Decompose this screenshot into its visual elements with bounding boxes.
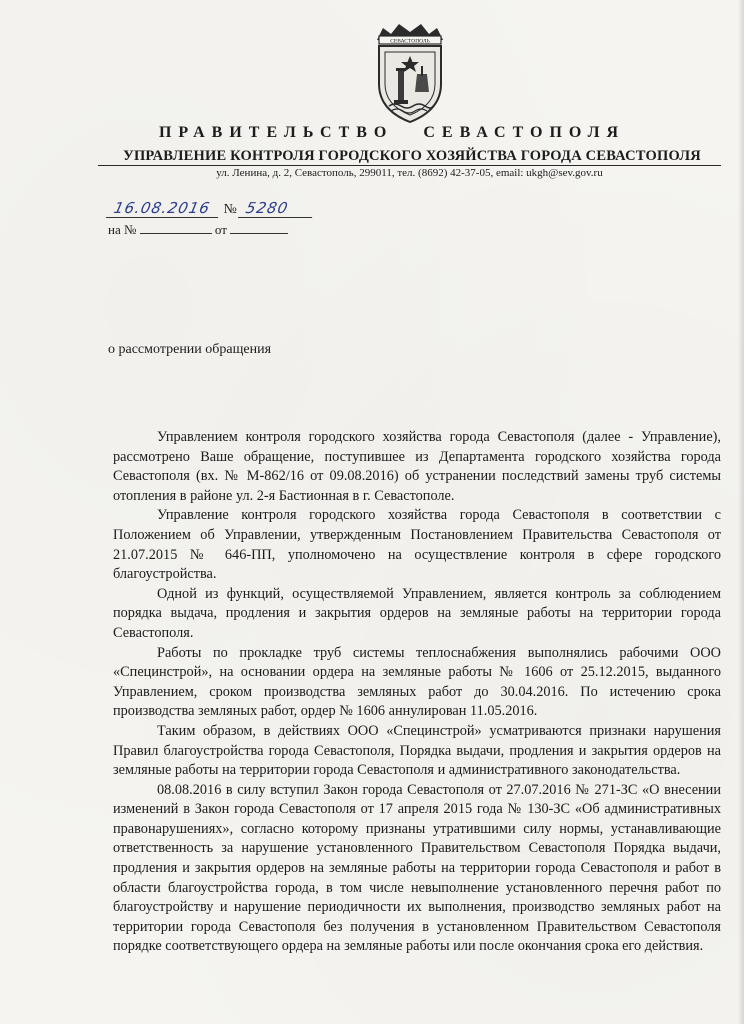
government-title [0,124,744,142]
outgoing-date: 16.08.2016 [106,199,222,218]
body-paragraph: Управление контроля городского хозяйства города Севастополя в соответствии с Положением об Управлении, утвержденным Постановлением Правительства Севастополя от 21.07.2015 № 646-ПП, уполномочено на осуществление контроля в сфере городского благоустройства. [113,507,721,583]
ref-date-blank [230,221,288,234]
registration-line [108,199,314,218]
body-paragraph: Работы по прокладке труб системы теплоснабжения выполнялись рабочими ООО «Специнстрой», на основании ордера на земляные работы № 1606 от 25.12.2015, выданного Управлением, сроком производства земляных работ до 30.04.2016. По истечению срока производства земляных работ, ордер № 1606 аннулирован 11.05.2016. [113,644,721,720]
ref-prefix: на № [108,222,137,237]
letter-subject: о рассмотрении обращения [108,342,272,357]
department-address: ул. Ленина, д. 2, Севастополь, 299011, тел. (8692) 42-37-05, email: ukgh@sev.gov.ru [216,167,603,179]
number-sign: № [223,202,237,217]
body-paragraph: 08.08.2016 в силу вступил Закон города Севастополя от 27.07.2016 № 271-ЗС «О внесении изменений в Закон города Севастополя от 17 апреля 2015 года № 130-ЗС «Об административных правонарушениях», согласно которому признаны утратившими силу нормы, устанавливающие ответственность за нарушение установленного Правительством Севастополя Порядка выдачи, продления и закрытия ордеров на земляные работы на территории города Севастополя и работ в области благоустройства города, в том числе невыполнение установленного перечня работ по благоустройству и нарушение периодичности их выполнения, производство земляных работ на территории города Севастополя без получения в установленном Правительством Севастополя порядке соответствующего ордера на земляные работы или после окончания срока его действия. [113,781,721,955]
body-paragraph: Таким образом, в действиях ООО «Специнстрой» усматриваются признаки нарушения Правил благоустройства города Севастополя, Порядка выдачи, продления и закрытия ордеров на земляные работы на территории города Севастополя и административного законодательства. [113,722,721,779]
city-word: СЕВАСТОПОЛЯ [423,124,626,141]
body-paragraph: Управлением контроля городского хозяйства города Севастополя (далее - Управление), рассмотрено Ваше обращение, поступившее из Департамента городского хозяйства города Севастополя (вх. № М-862/16 от 09.08.2016) об устранении последствий замены труб системы отопления в районе ул. 2-я Бастионная в г. Севастополе. [113,429,721,504]
government-word: ПРАВИТЕЛЬСТВО [158,124,394,141]
ref-from: от [214,222,227,237]
emblem-text: СЕВАСТОПОЛЬ [390,38,430,45]
ref-number-blank [140,221,212,234]
letterhead-divider [98,165,721,166]
reference-line [108,221,288,238]
department-title: УПРАВЛЕНИЕ КОНТРОЛЯ ГОРОДСКОГО ХОЗЯЙСТВА ГОРОДА СЕВАСТОПОЛЯ [123,148,701,164]
body-paragraph: Одной из функций, осуществляемой Управлением, является контроль за соблюдением порядка выдача, продления и закрытия ордеров на земляные работы на территории города Севастополя. [113,585,721,641]
sevastopol-coat-of-arms-icon [369,22,451,126]
page-edge-shadow [738,0,744,1024]
letter-body [113,428,721,957]
outgoing-number: 5280 [238,199,316,218]
